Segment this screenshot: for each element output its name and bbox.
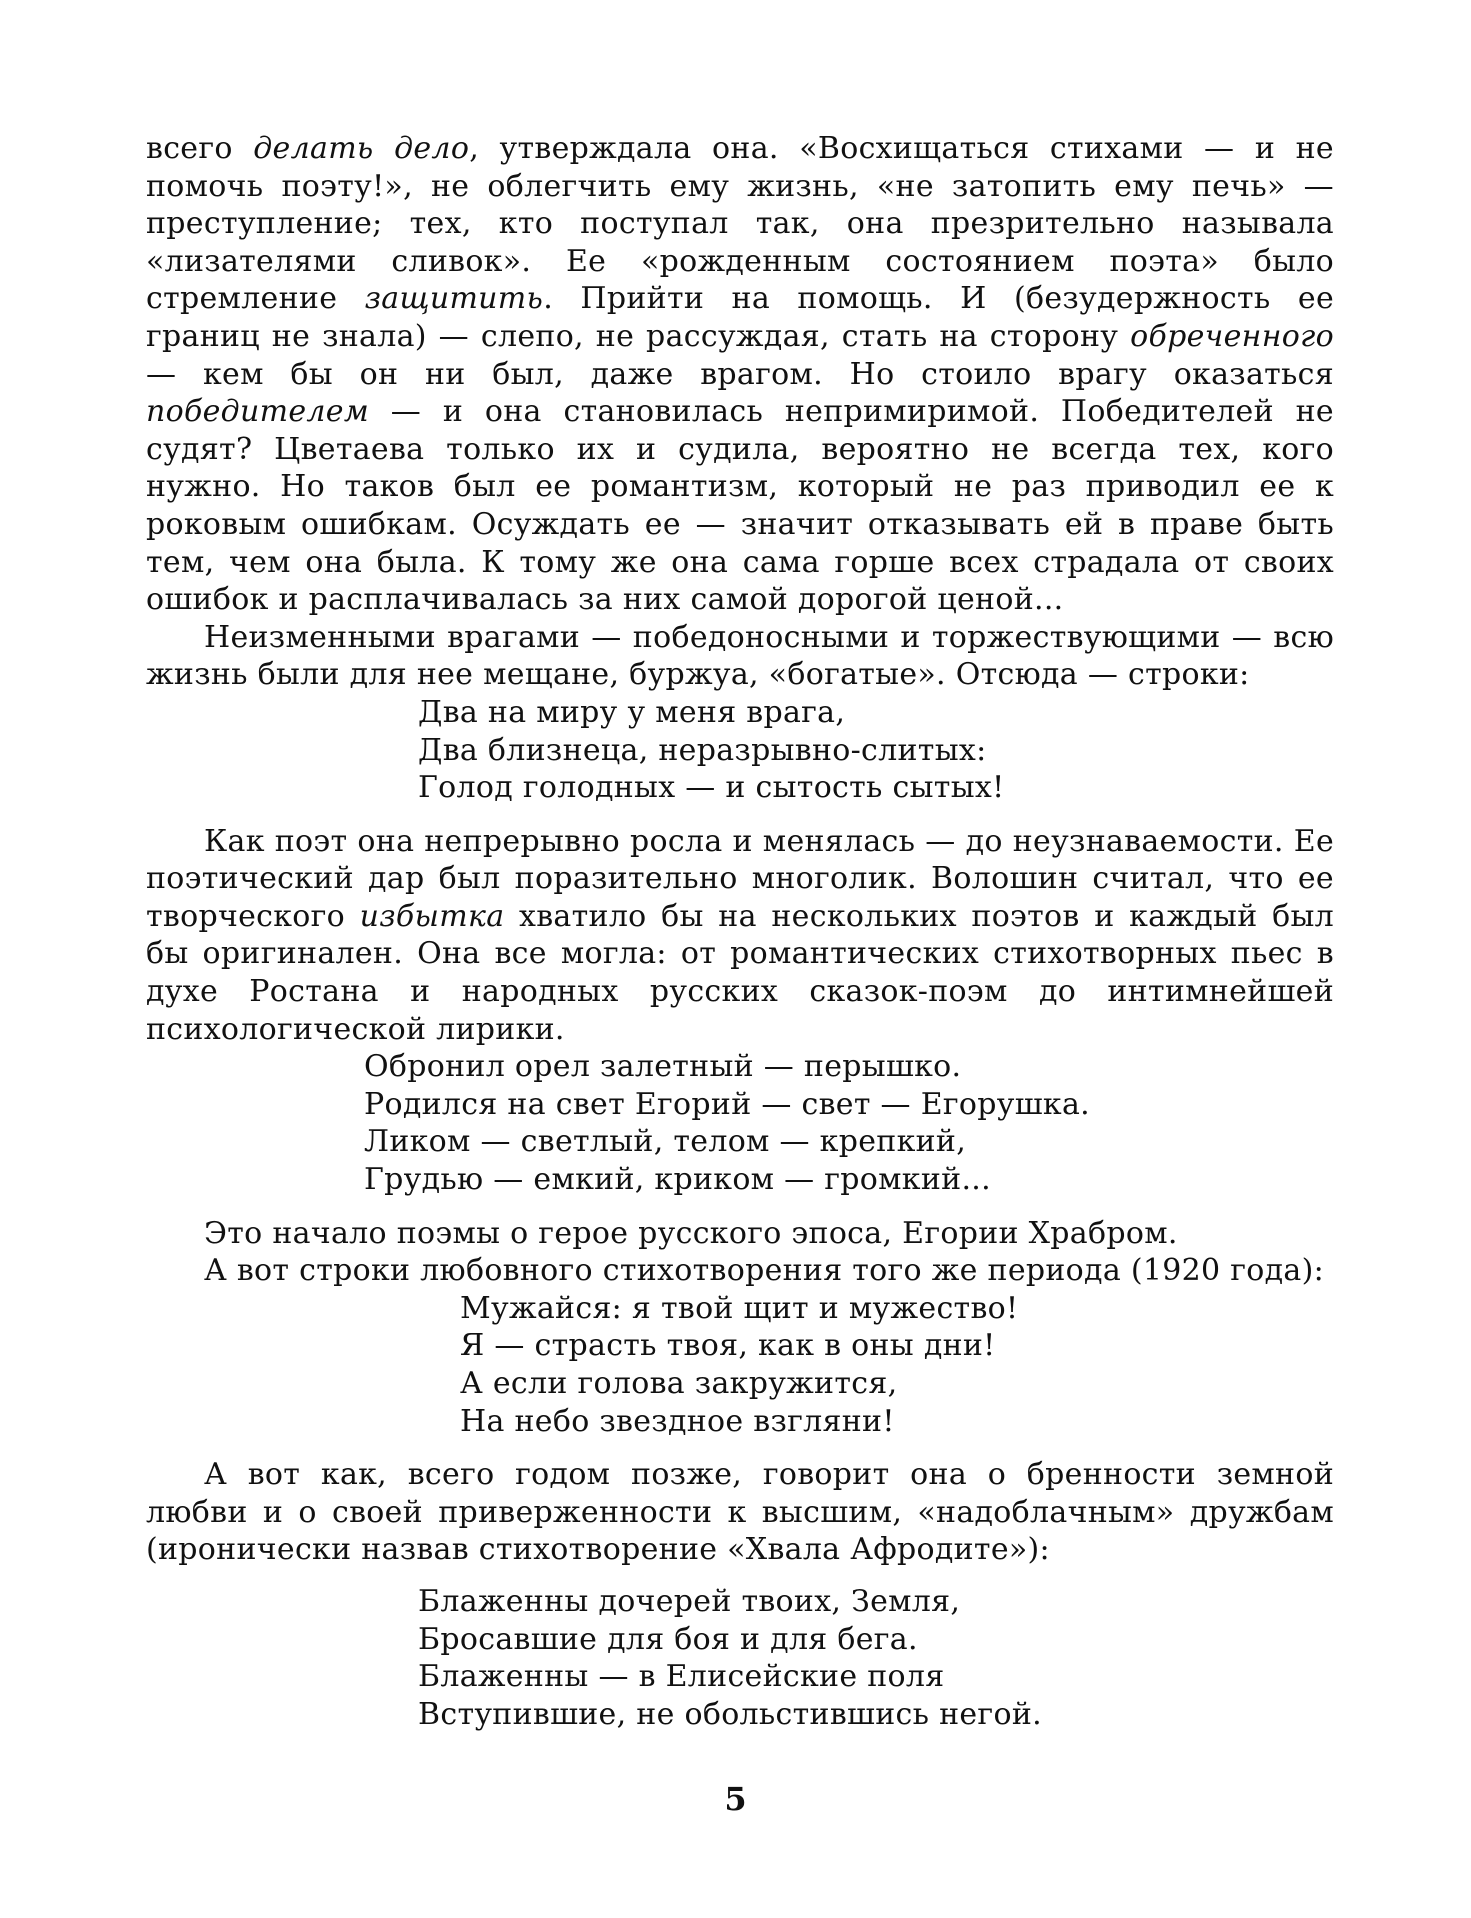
verse-line: Блаженны — в Елисейские поля (418, 1659, 945, 1695)
verse-line: Голод голодных — и сытость сытых! (418, 770, 1005, 806)
verse-line: Родился на свет Егорий — свет — Егорушка. (364, 1086, 1090, 1122)
paragraph-2: Неизменными врагами — победоносными и торжествующими — всю жизнь были для нее мещане, буржуа, «богатые». Отсюда — строки: (146, 619, 1334, 693)
page-body (146, 130, 1334, 1733)
page-number: 5 (724, 1780, 747, 1818)
paragraph-5: А вот строки любовного стихотворения того же периода (1920 года): (204, 1253, 1324, 1289)
text-run: — и она становилась непримиримой. Победителей не судят? Цветаева только их и судила, вероятно не всегда тех, кого нужно. Но таков был ее романтизм, который не раз приводил ее к роковым ошибкам. Осуждать ее — значит отказывать ей в праве быть тем, чем она была. К тому же она сама горше всех страдала от своих ошибок и расплачивалась за них самой дорогой ценой... (146, 394, 1334, 618)
text-run: всего (146, 131, 254, 166)
emphasis: победителем (146, 394, 370, 430)
verse-line: На небо звездное взгляни! (460, 1403, 895, 1439)
verse-block-4 (418, 1583, 1334, 1733)
paragraph-1 (146, 130, 1334, 619)
verse-line: Бросавшие для боя и для бега. (418, 1621, 918, 1657)
verse-line: Ликом — светлый, телом — крепкий, (364, 1124, 967, 1160)
verse-block-2 (364, 1048, 1334, 1198)
paragraph-4: Это начало поэмы о герое русского эпоса, Егории Храбром. (204, 1215, 1178, 1251)
emphasis: делать дело (253, 131, 470, 166)
verse-line: Блаженны дочерей твоих, Земля, (418, 1583, 961, 1619)
emphasis: защитить (364, 281, 544, 317)
emphasis: обреченного (1130, 318, 1334, 354)
text-run: , утверждала она. «Восхищаться стихами — и не помочь поэту!», не облегчить ему жизнь, «не затопить ему печь» — преступление; тех, кто поступал так, она презрительно называла «лизателями сливок». Ее «рожденным состоянием поэта» было стремление (146, 131, 1334, 317)
text-run: хватило бы на нескольких поэтов и каждый был бы оригинален. Она все могла: от романтических стихотворных пьес в духе Ростана и народных русских сказок-поэм до интимнейшей психологической лирики. (146, 898, 1334, 1047)
verse-block-3 (460, 1290, 1334, 1440)
text-run: — кем бы он ни был, даже врагом. Но стоило врагу оказаться (146, 356, 1334, 392)
verse-line: Мужайся: я твой щит и мужество! (460, 1290, 1019, 1326)
verse-line: Два близнеца, неразрывно-слитых: (418, 732, 987, 768)
verse-line: Грудью — емкий, криком — громкий... (364, 1162, 991, 1198)
verse-block-1 (418, 694, 1334, 807)
verse-line: Обронил орел залетный — перышко. (364, 1049, 962, 1085)
paragraph-6: А вот как, всего годом позже, говорит она о бренности земной любви и о своей приверженности к высшим, «надоблачным» дружбам (иронически назвав стихотворение «Хвала Афродите»): (146, 1457, 1334, 1568)
paragraph-3 (146, 823, 1334, 1049)
verse-line: Вступившие, не обольстившись негой. (418, 1696, 1042, 1732)
verse-line: Два на миру у меня врага, (418, 694, 846, 730)
verse-line: А если голова закружится, (460, 1366, 898, 1401)
text-run: Как поэт она непрерывно росла и менялась — до неузнаваемости. Ее поэтический дар был поразительно многолик. Волошин считал, что ее творческого (146, 823, 1334, 934)
text-run: . Прийти на помощь. И (безудержность ее границ не знала) — слепо, не рассуждая, стать на сторону (146, 281, 1334, 354)
verse-line: Я — страсть твоя, как в оны дни! (460, 1328, 996, 1364)
emphasis: избытка (359, 898, 505, 934)
